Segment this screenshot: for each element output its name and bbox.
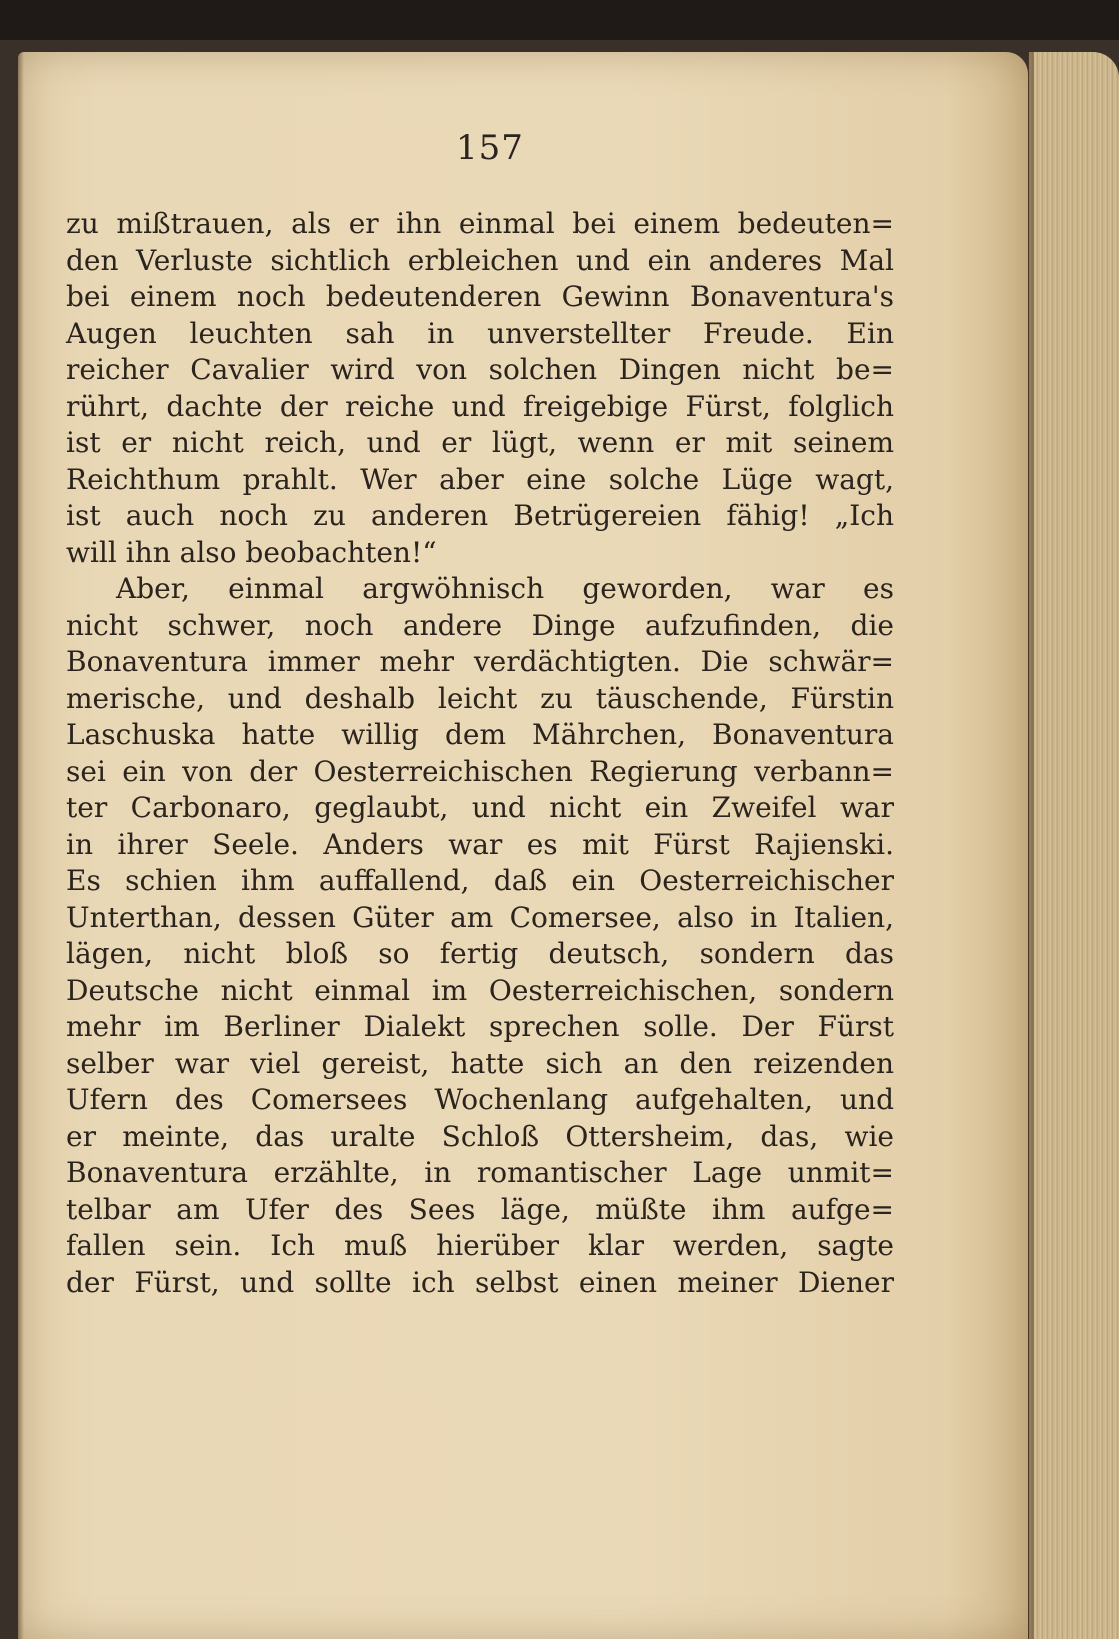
text-line: will ihn also beobachten!“ (66, 535, 437, 569)
text-line: rührt, dachte der reiche und freigebige Fürst, folglich (66, 389, 894, 423)
book-cover-edge (0, 0, 1119, 40)
text-line: selber war viel gereist, hatte sich an den reizenden (66, 1046, 894, 1080)
text-line: reicher Cavalier wird von solchen Dingen nicht be= (66, 353, 894, 386)
text-line: Laschuska hatte willig dem Mährchen, Bonaventura (66, 718, 894, 751)
text-line: telbar am Ufer des Sees läge, müßte ihm aufge= (66, 1192, 894, 1226)
text-line: zu mißtrauen, als er ihn einmal bei einem bedeuten= (66, 207, 894, 240)
text-line: der Fürst, und sollte ich selbst einen meiner Diener (66, 1265, 894, 1299)
text-line: ist er nicht reich, und er lügt, wenn er mit seinem (66, 426, 894, 459)
text-line: ter Carbonaro, geglaubt, und nicht ein Zweifel war (66, 791, 894, 824)
page-number: 157 (456, 128, 524, 168)
text-line: Ufern des Comersees Wochenlang aufgehalten, und (66, 1083, 894, 1116)
page-edge-shadow (1028, 52, 1034, 1639)
text-line: den Verluste sichtlich erbleichen und ein anderes Mal (66, 243, 894, 277)
text-line: lägen, nicht bloß so fertig deutsch, sondern das (66, 937, 894, 970)
page-edges (1029, 52, 1119, 1639)
text-line: ist auch noch zu anderen Betrügereien fähig! „Ich (66, 499, 894, 532)
text-line: Bonaventura immer mehr verdächtigten. Die schwär= (66, 645, 894, 678)
text-line: merische, und deshalb leicht zu täuschende, Fürstin (66, 681, 894, 715)
text-line: Bonaventura erzählte, in romantischer Lage unmit= (66, 1156, 894, 1189)
text-line: bei einem noch bedeutenderen Gewinn Bonaventura's (66, 280, 894, 313)
text-line: Augen leuchten sah in unverstellter Freude. Ein (66, 316, 894, 350)
text-line: Reichthum prahlt. Wer aber eine solche Lüge wagt, (66, 462, 894, 496)
text-line: Deutsche nicht einmal im Oesterreichischen, sondern (66, 973, 894, 1007)
text-line: sei ein von der Oesterreichischen Regierung verbann= (66, 754, 894, 788)
body-text (66, 206, 894, 1301)
text-line: in ihrer Seele. Anders war es mit Fürst Rajienski. (66, 827, 894, 861)
text-line: Unterthan, dessen Güter am Comersee, also in Italien, (66, 900, 894, 934)
text-line: Aber, einmal argwöhnisch geworden, war es (116, 572, 894, 605)
text-line: fallen sein. Ich muß hierüber klar werden, sagte (66, 1229, 894, 1262)
text-line: er meinte, das uralte Schloß Ottersheim, das, wie (66, 1119, 894, 1153)
text-line: nicht schwer, noch andere Dinge aufzufinden, die (66, 608, 894, 642)
text-line: mehr im Berliner Dialekt sprechen solle. Der Fürst (66, 1010, 894, 1043)
text-line: Es schien ihm auffallend, daß ein Oesterreichischer (66, 864, 894, 897)
